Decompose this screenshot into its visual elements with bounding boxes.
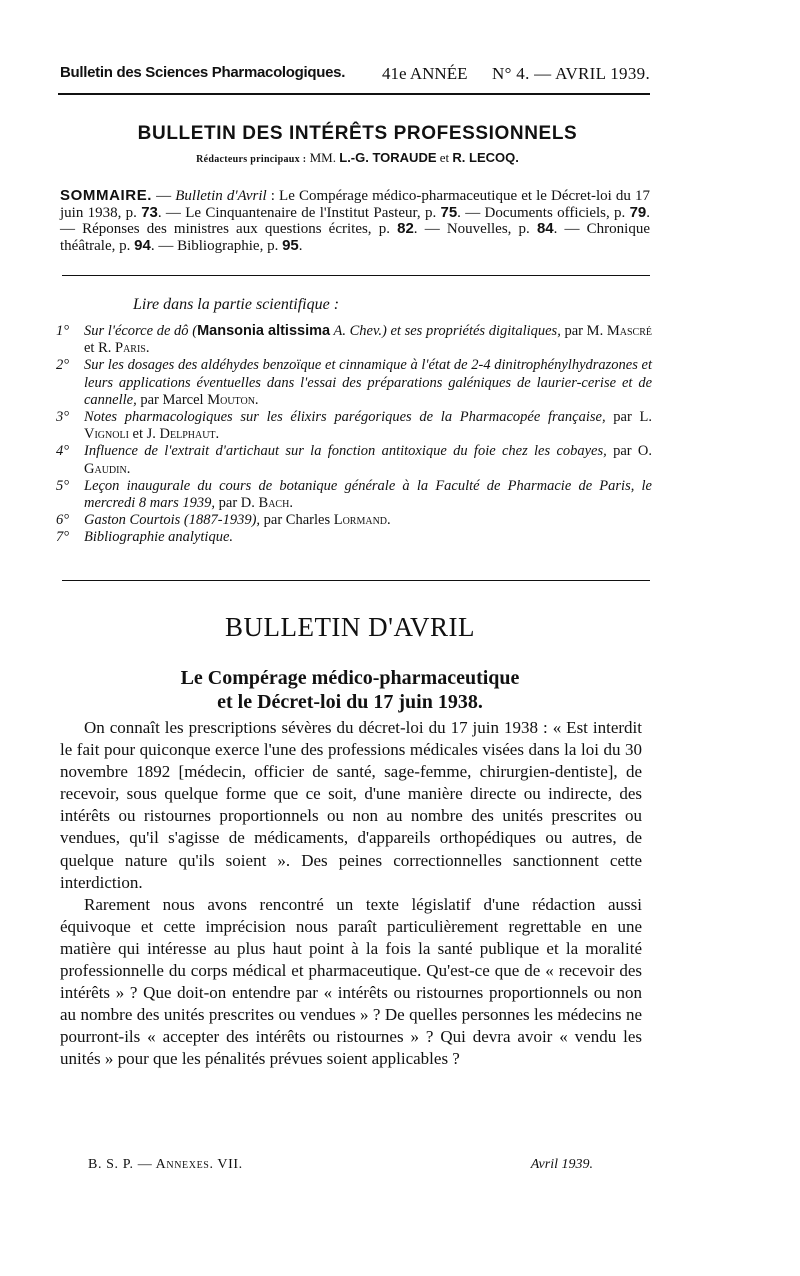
item-title: Sur les dosages des aldéhydes benzoïque et cinnamique à l'état de 2-4 dinitrophénylhydrazones et leurs applications éventuelles dans l'essai des préparations galéniques de laurier-cerise et de cannelle,: [84, 357, 652, 408]
page-ref: 75: [440, 203, 458, 221]
sommaire-text: . — Le Cinquantenaire de l'Institut Pasteur, p.: [157, 204, 441, 221]
list-item: [56, 512, 652, 529]
item-end: .: [126, 460, 131, 477]
sommaire-text: : Le Compérage médico-pharmaceutique et le Décret-loi du 17 juin 1938, p.: [60, 188, 650, 221]
item-et: et R.: [84, 340, 116, 357]
item-number: 4°: [56, 443, 70, 460]
article-title-line: et le Décret-loi du 17 juin 1938.: [217, 691, 483, 713]
sommaire-text: . — Bibliographie, p.: [150, 237, 283, 254]
item-end: .: [254, 391, 259, 408]
bulletin-heading: BULLETIN D'AVRIL: [224, 612, 476, 642]
page-ref: 82: [397, 220, 414, 237]
article-title-line: Le Compérage médico-pharmaceutique: [180, 667, 520, 689]
item-author: Gaudin: [84, 460, 127, 477]
item-by: par L.: [605, 409, 652, 426]
item-author: Mascré: [606, 323, 652, 339]
page-ref: 94: [134, 236, 151, 254]
sommaire-text: . — Réponses des ministres aux questions écrites, p.: [60, 204, 650, 237]
item-author: Bach: [258, 495, 290, 512]
header-rule: [58, 93, 650, 95]
volume-year: 41e ANNÉE: [382, 64, 468, 83]
sommaire-text: .: [298, 237, 303, 254]
page-ref: 95: [282, 236, 299, 254]
item-title: Notes pharmacologiques sur les élixirs parégoriques de la Pharmacopée française,: [84, 409, 606, 426]
page-ref: 73: [141, 203, 158, 221]
item-author: Mouton: [207, 391, 255, 408]
item-et: et J.: [128, 426, 160, 443]
sommaire-text: . — Documents officiels, p.: [457, 204, 630, 221]
item-number: 3°: [56, 409, 70, 426]
sommaire-text: . — Nouvelles, p.: [413, 221, 537, 237]
item-number: 1°: [56, 323, 70, 339]
paragraph: On connaît les prescriptions sévères du décret-loi du 17 juin 1938 : « Est interdit le fait pour quiconque exerce l'une des professions médicales visées dans la loi du 30 novembre 1892 [médecin, officier de santé, sage-femme, chirurgien-dentiste], de recevoir, sous quelque forme que ce soit, d'une manière directe ou indirecte, des intérêts ou ristournes proportionnels ou non au nombre des unités prescrites ou vendues, qu'il s'agisse de médicaments, d'appareils orthopédiques ou autres, de quelque nature qu'ils soient ». Des peines correctionnelles sanctionnent cette interdiction.: [60, 718, 642, 892]
item-title: Leçon inaugurale du cours de botanique générale à la Faculté de Pharmacie de Paris, le mercredi 8 mars 1939,: [84, 477, 652, 512]
sommaire-text: . — Chronique théâtrale, p.: [60, 221, 651, 254]
issue-number: N° 4. — AVRIL 1939.: [492, 64, 650, 83]
article-body: [60, 717, 642, 1071]
paragraph: Rarement nous avons rencontré un texte législatif d'une rédaction aussi équivoque et cette imprécision nous paraît particulièrement regrettable en une matière qui intéresse au plus haut point à la fois la santé publique et la moralité professionnelle du corps médical et pharmaceutique. Qu'est-ce que de « recevoir des intérêts » ? Que doit-on entendre par « intérêts ou ristournes proportionnels ou non au nombre des unités prescrites ou vendues » ? De quelles personnes les médecins ne pourront-ils « accepter des intérêts ou ristournes » ? Qui devra avoir « vendu les unités » pour que les pénalités prévues soient applicables ?: [60, 894, 642, 1069]
list-item: [56, 443, 652, 477]
item-number: 5°: [56, 477, 70, 494]
item-end: .: [387, 512, 391, 529]
page-ref: 84: [536, 220, 554, 237]
item-end: .: [215, 426, 220, 443]
supplement-title: BULLETIN DES INTÉRÊTS PROFESSIONNELS: [137, 123, 578, 144]
editors-mm: MM.: [309, 150, 336, 165]
sommaire-label: SOMMAIRE.: [60, 187, 153, 204]
editors-line: [0, 150, 715, 166]
item-by: par O.: [606, 443, 652, 460]
item-by: par Marcel: [136, 391, 208, 408]
editor-name: R. LECOQ.: [452, 150, 519, 165]
sommaire-bulletin: Bulletin d'Avril: [175, 188, 267, 204]
item-title: Sur l'écorce de dô (: [84, 323, 198, 339]
item-author: Delphaut: [159, 426, 216, 443]
table-of-contents: [60, 188, 650, 254]
item-author: Paris: [115, 340, 146, 357]
item-author: Vignoli: [84, 426, 129, 443]
list-item: [56, 409, 652, 443]
running-head: [60, 64, 650, 86]
scientific-list: [56, 323, 652, 547]
item-number: 7°: [56, 529, 70, 546]
sommaire-dash: —: [152, 188, 176, 204]
item-number: 2°: [56, 357, 70, 374]
list-item: [56, 478, 652, 512]
item-author: Lormand: [333, 512, 388, 529]
footer-ref: B. S. P. — Annexes. VII.: [88, 1157, 243, 1172]
editors-et: et: [439, 150, 450, 165]
scientific-intro: Lire dans la partie scientifique :: [133, 296, 340, 313]
article-title: [0, 666, 700, 714]
item-end: .: [289, 495, 293, 512]
item-species: Mansonia altissima: [197, 323, 331, 339]
editors-label: Rédacteurs principaux :: [196, 154, 307, 165]
journal-name: Bulletin des Sciences Pharmacologiques.: [60, 64, 346, 81]
item-by: par Charles: [260, 512, 334, 529]
footer-date: Avril 1939.: [530, 1157, 593, 1172]
item-title: Gaston Courtois (1887-1939),: [84, 512, 261, 529]
list-item: [56, 529, 652, 546]
editor-name: L.-G. TORAUDE: [339, 150, 437, 165]
item-number: 6°: [56, 512, 70, 529]
list-item: [56, 357, 652, 409]
item-title: Bibliographie analytique.: [84, 529, 234, 546]
page-ref: 79: [629, 203, 647, 221]
item-by: par M.: [560, 323, 607, 339]
item-title: Influence de l'extrait d'artichaut sur la fonction antitoxique du foie chez les cobayes,: [84, 443, 607, 460]
sommaire-rule: [62, 275, 650, 276]
item-by: par D.: [215, 495, 259, 512]
list-rule: [62, 580, 650, 581]
item-end: .: [145, 340, 150, 357]
list-item: [56, 323, 652, 357]
item-title: A. Chev.) et ses propriétés digitaliques,: [330, 323, 561, 339]
